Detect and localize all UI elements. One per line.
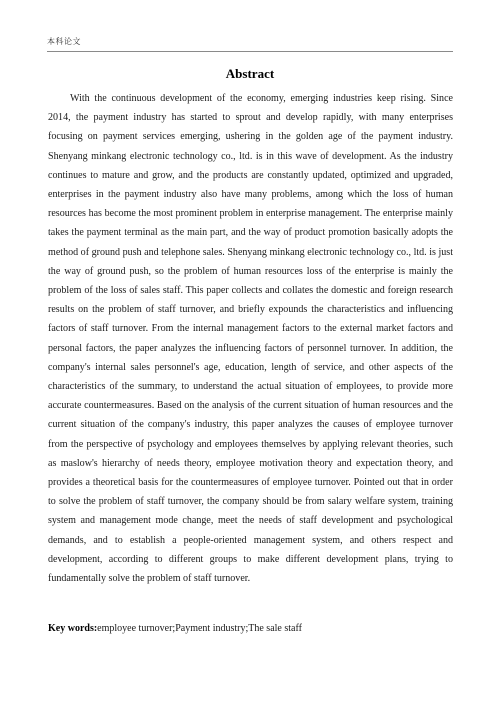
abstract-body: With the continuous development of the economy, emerging industries keep rising. Since 2014, the payment industry has started to sprout and develop rapidly, with many enterprises focusing on payment services emerging, ushering in the golden age of the payment industry. Shenyang minkang electronic technology co., ltd. is in this wave of development. As the industry continues to mature and grow, and the products are constantly updated, optimized and upgraded, enterprises in the payment industry also have many problems, among which the loss of human resources has become the most prominent problem in enterprise management. The enterprise mainly takes the payment terminal as the main part, and the way of product promotion basically adopts the method of ground push and telephone sales. Shenyang minkang electronic technology co., ltd. is just the way of ground push, so the problem of human resources loss of the enterprise is mainly the problem of the loss of sales staff. This paper collects and collates the domestic and foreign research results on the problem of staff turnover, and briefly expounds the characteristics and influencing factors of staff turnover. From the internal management factors to the external market factors and personal factors, the paper analyzes the influencing factors of personnel turnover. In addition, the company's internal sales personnel's age, education, length of service, and other aspects of the characteristics of the summary, to understand the actual situation of employees, to provide more accurate countermeasures. Based on the analysis of the current situation of human resources and the current situation of the company's industry, this paper analyzes the causes of employee turnover from the perspective of psychology and employees themselves by applying relevant theories, such as maslow's hierarchy of needs theory, employee motivation theory and expectation theory, and provides a theoretical basis for the countermeasures of employee turnover. Pointed out that in order to solve the problem of staff turnover, the company should be from salary welfare system, training system and management mode change, meet the needs of staff development and psychological demands, and to establish a people-oriented management system, and others respect and development, according to different groups to make different development plans, trying to fundamentally solve the problem of staff turnover. xyxy=(48,93,453,585)
keywords-value: employee turnover;Payment industry;The sale staff xyxy=(97,623,302,634)
header-divider xyxy=(47,51,453,52)
running-header: 本科论文 xyxy=(47,37,81,46)
keywords-label: Key words: xyxy=(48,623,98,634)
keywords-line xyxy=(48,622,453,636)
abstract-title: Abstract xyxy=(225,66,275,81)
